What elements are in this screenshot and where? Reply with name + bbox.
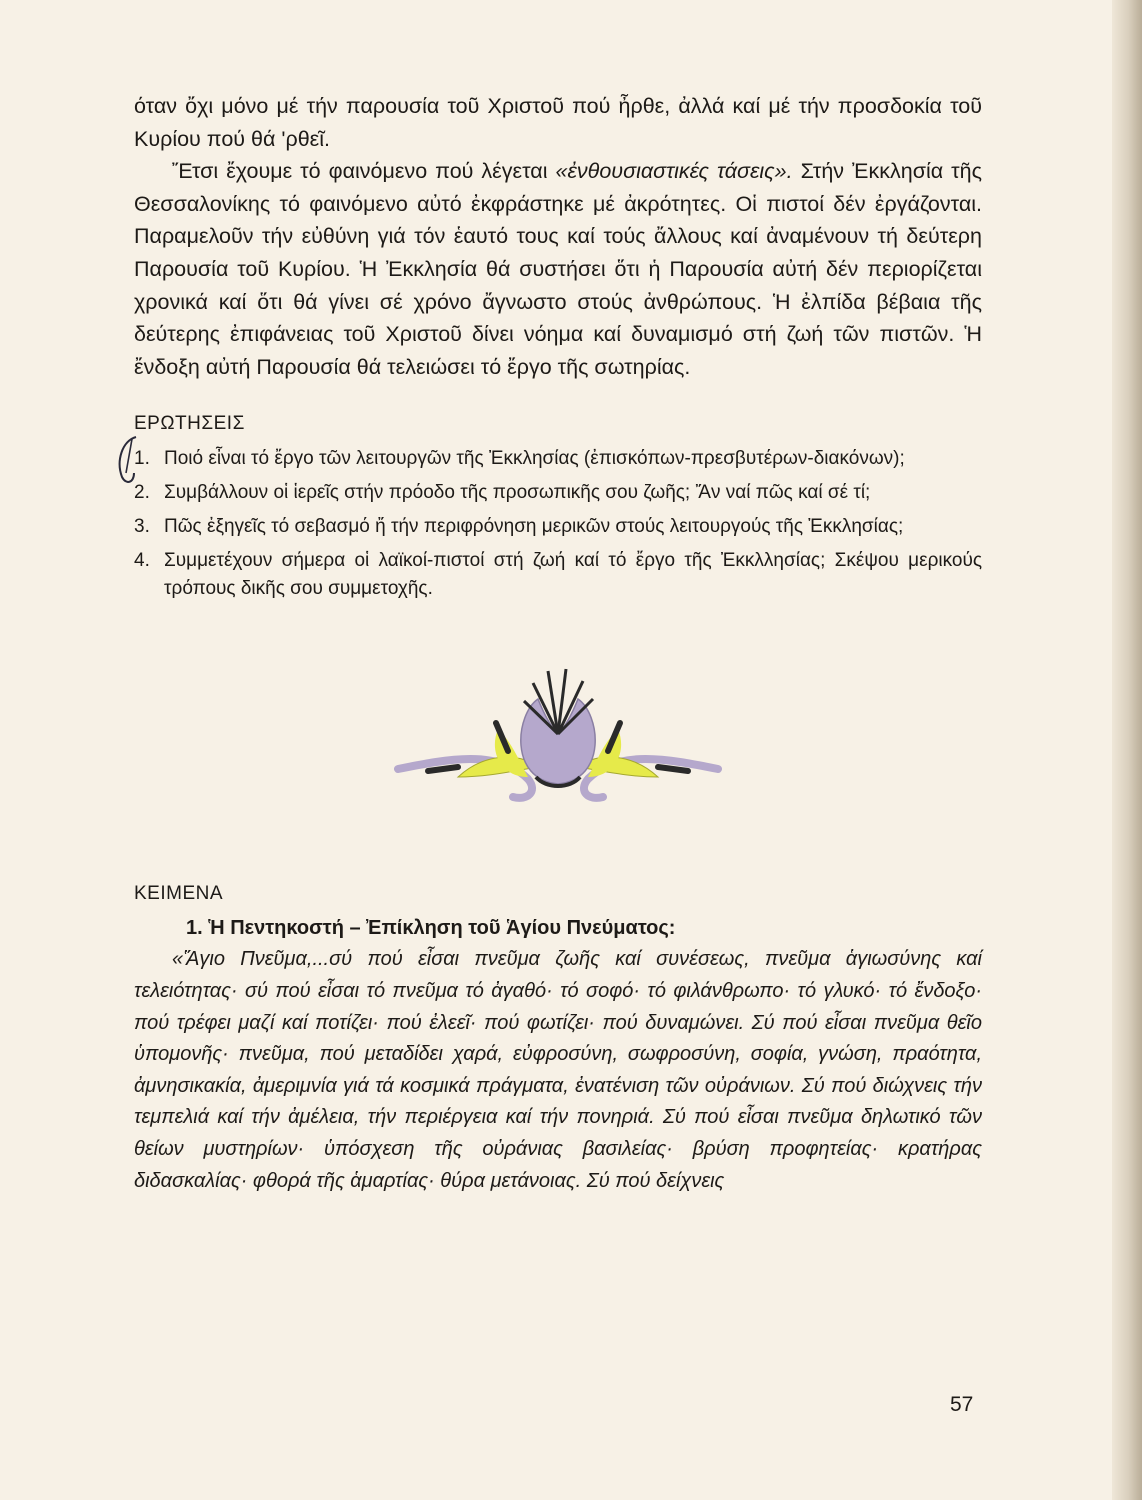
- question-number: 4.: [134, 550, 150, 572]
- page-content: [134, 90, 982, 1197]
- question-number: 2.: [134, 482, 150, 504]
- text1-title: 1. Ἡ Πεντηκοστή – Ἐπίκληση τοῦ Ἁγίου Πνεύματος:: [186, 917, 676, 940]
- question-text: Συμμετέχουν σήμερα οἱ λαϊκοί-πιστοί στή ζωή καί τό ἔργο τῆς Ἐκκλλησίας; Σκέψου μερικούς τρόπους δικῆς σου συμμετοχῆς.: [164, 550, 982, 600]
- question-number: 1.: [134, 448, 150, 470]
- question-item: [134, 479, 982, 507]
- question-item: [134, 445, 982, 473]
- enthusiasm-lead: Ἔτσι ἔχουμε τό φαινόμενο πού λέγεται: [172, 159, 556, 184]
- question-item: [134, 547, 982, 603]
- questions-heading: ΕΡΩΤΗΣΕΙΣ: [134, 413, 245, 435]
- question-text: Πῶς ἐξηγεῖς τό σεβασμό ἤ τήν περιφρόνηση μερικῶν στούς λειτουργούς τῆς Ἐκκλησίας;: [164, 516, 904, 538]
- enthusiasm-term: «ἐνθουσιαστικές τάσεις».: [555, 159, 793, 184]
- page-number: 57: [950, 1393, 974, 1416]
- handwritten-circle-mark: [112, 433, 148, 489]
- floral-ornament: [388, 659, 728, 809]
- question-text: Ποιό εἶναι τό ἔργο τῶν λειτουργῶν τῆς Ἐκκλησίας (ἐπισκόπων-πρεσβυτέρων-διακόνων);: [164, 448, 905, 470]
- text1-body: «Ἅγιο Πνεῦμα,...σύ πού εἶσαι πνεῦμα ζωῆς καί συνέσεως, πνεῦμα ἁγιωσύνης καί τελειότητας· σύ πού εἶσαι τό πνεῦμα τό ἀγαθό· τό σοφό· τό φιλάνθρωπο· τό γλυκό· τό ἔνδοξο· πού τρέφει μαζί καί ποτίζει· πού ἐλεεῖ· πού φωτίζει· πού δυναμώνει. Σύ πού εἶσαι πνεῦμα θεῖο ὑπομονῆς· πνεῦμα, πού μεταδίδει χαρά, εὐφροσύνη, σωφροσύνη, σοφία, γνώση, πραότητα, ἀμνησικακία, ἀμεριμνία γιά τά κοσμικά πράγματα, ἐνατένιση τῶν οὐράνιων. Σύ πού διώχνεις τήν τεμπελιά καί τήν ἀμέλεια, τήν περιέργεια καί τήν πονηριά. Σύ πού εἶσαι πνεῦμα δηλωτικό τῶν θείων μυστηρίων· ὑπόσχεση τῆς οὐράνιας βασιλείας· βρύση προφητείας· κρατήρας διδασκαλίας· φθορά τῆς ἁμαρτίας· θύρα μετάνοιας. Σύ πού δείχνεις: [134, 948, 982, 1192]
- texts-heading: ΚΕΙΜΕΝΑ: [134, 883, 224, 905]
- enthusiasm-paragraph: [134, 155, 982, 383]
- question-item: [134, 513, 982, 541]
- enthusiasm-rest: Στήν Ἐκκλησία τῆς Θεσσαλονίκης τό φαινόμενο αὐτό ἐκφράστηκε μέ ἀκρότητες. Οἱ πιστοί δέν ἐργάζονται. Παραμελοῦν τήν εὐθύνη γιά τόν ἑαυτό τους καί τούς ἄλλους καί ἀναμένουν τή δεύτερη Παρουσία τοῦ Κυρίου. Ἡ Ἐκκλησία θά συστήσει ὅτι ἡ Παρουσία αὐτή δέν περιορίζεται χρονικά καί ὅτι θά γίνει σέ χρόνο ἄγνωστο στούς ἀνθρώπους. Ἡ ἐλπίδα βέβαια τῆς δεύτερης ἐπιφάνειας τοῦ Χριστοῦ δίνει νόημα καί δυναμισμό στή ζωή τῶν πιστῶν. Ἡ ἔνδοξη αὐτή Παρουσία θά τελειώσει τό ἔργο τῆς σωτηρίας.: [134, 159, 982, 379]
- question-number: 3.: [134, 516, 150, 538]
- page-edge-shadow: [1112, 0, 1142, 1500]
- question-text: Συμβάλλουν οἱ ἱερεῖς στήν πρόοδο τῆς προσωπικῆς σου ζωῆς; Ἄν ναί πῶς καί σέ τί;: [164, 482, 871, 504]
- intro-paragraph: όταν ὄχι μόνο μέ τήν παρουσία τοῦ Χριστοῦ πού ἦρθε, ἀλλά καί μέ τήν προσδοκία τοῦ Κυρίου πού θά 'ρθεῖ.: [134, 94, 982, 151]
- questions-list: [134, 445, 982, 603]
